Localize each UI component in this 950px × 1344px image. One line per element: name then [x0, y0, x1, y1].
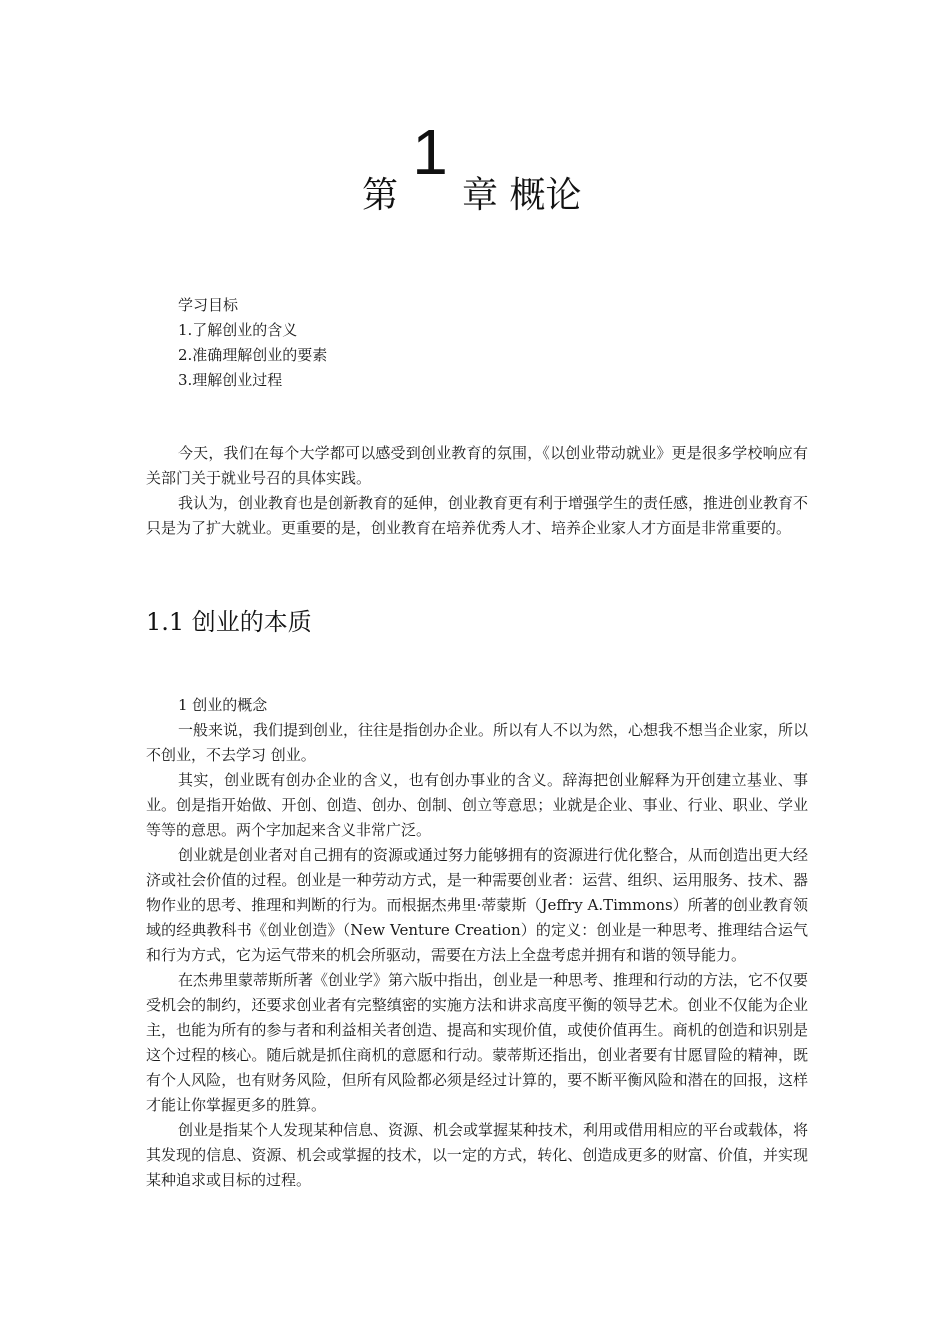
- intro-section: [146, 441, 808, 541]
- intro-paragraph: 我认为，创业教育也是创新教育的延伸，创业教育更有利于增强学生的责任感，推进创业教育不只是为了扩大就业。更重要的是，创业教育在培养优秀人才、培养企业家人才方面是非常重要的。: [146, 494, 809, 537]
- learning-objectives: [178, 293, 327, 393]
- objective-item: 2.准确理解创业的要素: [178, 346, 328, 364]
- chapter-prefix: 第: [362, 175, 399, 216]
- body-paragraph: 创业是指某个人发现某种信息、资源、机会或掌握某种技术，利用或借用相应的平台或载体，将其发现的信息、资源、机会或掌握的技术，以一定的方式，转化、创造成更多的财富、价值，并实现某种追求或目标的过程。: [146, 1121, 809, 1189]
- body-paragraph: 一般来说，我们提到创业，往往是指创办企业。所以有人不以为然，心想我不想当企业家，所以不创业，不去学习 创业。: [146, 721, 809, 764]
- intro-paragraph: 今天，我们在每个大学都可以感受到创业教育的氛围，《以创业带动就业》更是很多学校响应有关部门关于就业号召的具体实践。: [146, 444, 808, 487]
- objective-item: 1.了解创业的含义: [178, 321, 298, 339]
- body-paragraph: 其实，创业既有创办企业的含义，也有创办事业的含义。辞海把创业解释为开创建立基业、事业。创是指开始做、开创、创造、创办、创制、创立等意思；业就是企业、事业、行业、职业、学业等等的意思。两个字加起来含义非常广泛。: [146, 771, 808, 839]
- body-paragraph: 在杰弗里蒙蒂斯所著《创业学》第六版中指出，创业是一种思考、推理和行动的方法，它不仅要受机会的制约，还要求创业者有完整缜密的实施方法和讲求高度平衡的领导艺术。创业不仅能为企业主，也能为所有的参与者和利益相关者创造、提高和实现价值，或使价值再生。商机的创造和识别是这个过程的核心。随后就是抓住商机的意愿和行动。蒙蒂斯还指出，创业者要有甘愿冒险的精神，既有个人风险，也有财务风险，但所有风险都必须是经过计算的，要不断平衡风险和潜在的回报，这样才能让你掌握更多的胜算。: [146, 971, 809, 1114]
- objectives-heading: 学习目标: [178, 296, 239, 314]
- section-body: [146, 718, 808, 1193]
- body-paragraph: 创业就是创业者对自己拥有的资源或通过努力能够拥有的资源进行优化整合，从而创造出更大经济或社会价值的过程。创业是一种劳动方式，是一种需要创业者：运营、组织、运用服务、技术、器物作业的思考、推理和判断的行为。而根据杰弗里·蒂蒙斯（Jeffry A.Timmons）所著的创业教育领域的经典教科书《创业创造》（New Venture Creation）的定义：创业是一种思考、推理结合运气和行为方式，它为运气带来的机会所驱动，需要在方法上全盘考虑并拥有和谐的领导能力。: [146, 846, 809, 964]
- subsection-heading: 1 创业的概念: [178, 696, 268, 714]
- section-heading: 1.1 创业的本质: [146, 608, 312, 636]
- objective-item: 3.理解创业过程: [178, 371, 283, 389]
- chapter-number: 1: [412, 116, 448, 188]
- chapter-title: 章 概论: [462, 175, 582, 216]
